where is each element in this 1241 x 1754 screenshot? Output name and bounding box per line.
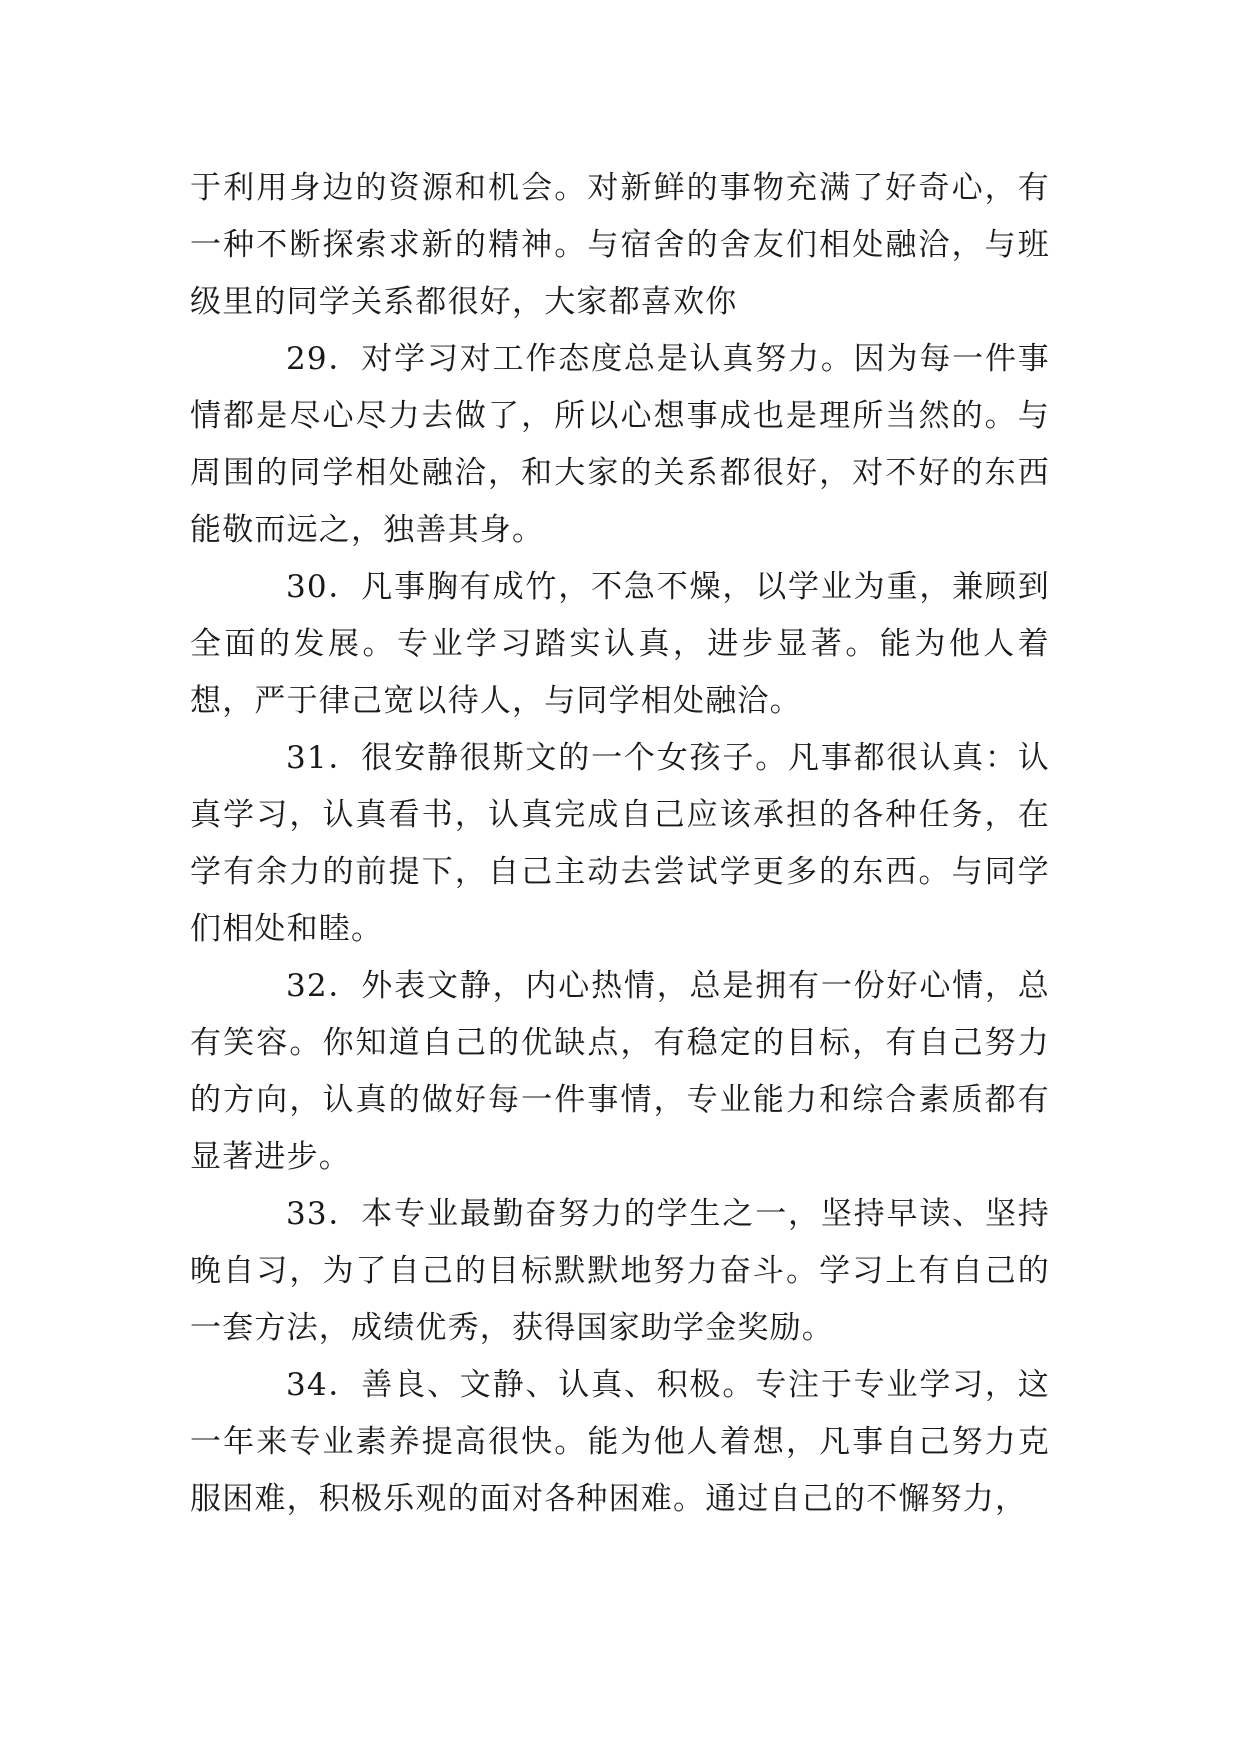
paragraph-continuation: 于利用身边的资源和机会。对新鲜的事物充满了好奇心，有一种不断探索求新的精神。与宿舍的舍友们相处融洽，与班级里的同学关系都很好，大家都喜欢你 [190, 170, 1050, 320]
paragraph-item-32: 32．外表文静，内心热情，总是拥有一份好心情，总有笑容。你知道自己的优缺点，有稳定的目标，有自己努力的方向，认真的做好每一件事情，专业能力和综合素质都有显著进步。 [190, 968, 1050, 1175]
document-body [190, 160, 1050, 1528]
paragraph-item-31: 31．很安静很斯文的一个女孩子。凡事都很认真：认真学习，认真看书，认真完成自己应该承担的各种任务，在学有余力的前提下，自己主动去尝试学更多的东西。与同学们相处和睦。 [190, 740, 1050, 947]
paragraph-item-33: 33．本专业最勤奋努力的学生之一，坚持早读、坚持晚自习，为了自己的目标默默地努力奋斗。学习上有自己的一套方法，成绩优秀，获得国家助学金奖励。 [190, 1196, 1050, 1346]
paragraph-item-34: 34．善良、文静、认真、积极。专注于专业学习，这一年来专业素养提高很快。能为他人着想，凡事自己努力克服困难，积极乐观的面对各种困难。通过自己的不懈努力， [190, 1367, 1050, 1517]
paragraph-item-29: 29．对学习对工作态度总是认真努力。因为每一件事情都是尽心尽力去做了，所以心想事成也是理所当然的。与周围的同学相处融洽，和大家的关系都很好，对不好的东西能敬而远之，独善其身。 [190, 341, 1050, 548]
paragraph-item-30: 30．凡事胸有成竹，不急不燥，以学业为重，兼顾到全面的发展。专业学习踏实认真，进步显著。能为他人着想，严于律己宽以待人，与同学相处融洽。 [190, 569, 1050, 719]
